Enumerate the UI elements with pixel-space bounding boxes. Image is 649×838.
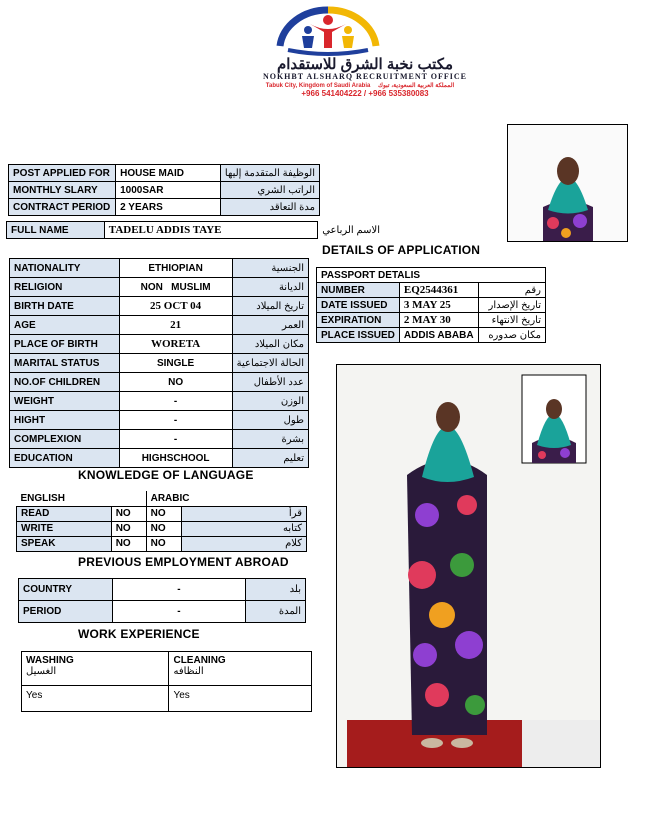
table-row xyxy=(317,283,546,298)
table-row xyxy=(10,392,309,411)
office-name-ar: مكتب نخبة الشرق للاستقدام xyxy=(276,56,454,73)
table-row xyxy=(22,686,312,712)
post-table xyxy=(8,164,320,216)
place-of-birth-label-ar: مكان الميلاد xyxy=(232,335,308,354)
table-row xyxy=(317,298,546,313)
salary-label-ar: الراتب الشري xyxy=(220,182,319,199)
location-en: Tabuk City, Kingdom of Saudi Arabia xyxy=(265,83,371,89)
contract-label-ar: مدة التعاقد xyxy=(220,199,319,216)
nationality-label-ar: الجنسية xyxy=(232,259,308,278)
salary-label: MONTHLY SLARY xyxy=(9,182,116,199)
write-label-ar: كتابه xyxy=(181,521,306,536)
washing-label-ar: الغسيل xyxy=(26,666,57,677)
office-phones: +966 541404222 / +966 535380083 xyxy=(301,89,429,98)
washing-label: WASHING xyxy=(26,655,74,666)
table-row xyxy=(10,411,309,430)
weight-label-ar: الوزن xyxy=(232,392,308,411)
education-value: HIGHSCHOOL xyxy=(119,449,232,468)
table-row xyxy=(19,579,306,601)
passport-number-value: EQ2544361 xyxy=(399,283,478,298)
country-value: - xyxy=(112,579,245,601)
table-row xyxy=(10,335,309,354)
table-row xyxy=(317,313,546,328)
birth-date-label: BIRTH DATE xyxy=(10,297,120,316)
read-label: READ xyxy=(17,506,112,521)
birth-date-value: 25 OCT 04 xyxy=(119,297,232,316)
cleaning-label-ar: النظافه xyxy=(173,666,204,677)
passport-issued-value: 3 MAY 25 xyxy=(399,298,478,313)
children-label-ar: عدد الأطفال xyxy=(232,373,308,392)
office-location xyxy=(210,82,510,89)
country-label: COUNTRY xyxy=(19,579,113,601)
table-row xyxy=(10,430,309,449)
passport-issued-label: DATE ISSUED xyxy=(317,298,400,313)
country-label-ar: بلد xyxy=(246,579,306,601)
washing-value: Yes xyxy=(22,686,169,712)
speak-label: SPEAK xyxy=(17,536,112,551)
language-heading: KNOWLEDGE OF LANGUAGE xyxy=(78,468,254,482)
office-name-en: NOKHBT ALSHARQ RECRUITMENT OFFICE xyxy=(262,72,468,81)
read-arabic: NO xyxy=(146,506,181,521)
full-name-label: FULL NAME xyxy=(7,222,105,239)
table-row xyxy=(9,165,320,182)
washing-cell xyxy=(22,652,169,686)
height-label: HIGHT xyxy=(10,411,120,430)
read-english: NO xyxy=(111,506,146,521)
language-arabic-header: ARABIC xyxy=(146,491,306,506)
age-label: AGE xyxy=(10,316,120,335)
work-table xyxy=(21,651,312,712)
birth-date-label-ar: تاريخ الميلاد xyxy=(232,297,308,316)
table-row xyxy=(19,601,306,623)
complexion-label: COMPLEXION xyxy=(10,430,120,449)
employment-table xyxy=(18,578,306,623)
table-row xyxy=(317,328,546,343)
speak-label-ar: كلام xyxy=(181,536,306,551)
language-english-header: ENGLISH xyxy=(17,491,147,506)
passport-issued-label-ar: تاريخ الإصدار xyxy=(478,298,545,313)
employment-heading: PREVIOUS EMPLOYMENT ABROAD xyxy=(78,555,289,569)
religion-label-ar: الديانة xyxy=(232,278,308,297)
post-label-ar: الوظيفة المتقدمة إليها xyxy=(220,165,319,182)
full-body-photo xyxy=(336,364,601,768)
complexion-value: - xyxy=(119,430,232,449)
period-value: - xyxy=(112,601,245,623)
place-of-birth-value: WORETA xyxy=(119,335,232,354)
contract-label: CONTRACT PERIOD xyxy=(9,199,116,216)
full-name-value: TADELU ADDIS TAYE xyxy=(104,222,317,239)
read-label-ar: قرأ xyxy=(181,506,306,521)
table-row xyxy=(17,491,307,506)
table-row xyxy=(17,521,307,536)
passport-place-label-ar: مكان صدوره xyxy=(478,328,545,343)
cleaning-cell xyxy=(169,652,312,686)
speak-arabic: NO xyxy=(146,536,181,551)
speak-english: NO xyxy=(111,536,146,551)
table-row xyxy=(10,297,309,316)
education-label-ar: تعليم xyxy=(232,449,308,468)
table-row xyxy=(10,449,309,468)
complexion-label-ar: بشرة xyxy=(232,430,308,449)
height-label-ar: طول xyxy=(232,411,308,430)
education-label: EDUCATION xyxy=(10,449,120,468)
salary-value: 1000SAR xyxy=(116,182,221,199)
location-ar: المملكة العربية السعودية، تبوك xyxy=(378,83,455,89)
write-english: NO xyxy=(111,521,146,536)
post-value: HOUSE MAID xyxy=(116,165,221,182)
passport-place-label: PLACE ISSUED xyxy=(317,328,400,343)
passport-expiration-label-ar: تاريخ الانتهاء xyxy=(478,313,545,328)
write-label: WRITE xyxy=(17,521,112,536)
passport-number-label: NUMBER xyxy=(317,283,400,298)
period-label-ar: المدة xyxy=(246,601,306,623)
cleaning-value: Yes xyxy=(169,686,312,712)
table-row xyxy=(7,222,385,239)
table-row xyxy=(22,652,312,686)
write-arabic: NO xyxy=(146,521,181,536)
language-table xyxy=(16,491,307,552)
passport-title: PASSPORT DETALIS xyxy=(317,268,546,283)
age-value: 21 xyxy=(119,316,232,335)
passport-expiration-label: EXPIRATION xyxy=(317,313,400,328)
marital-status-label: MARITAL STATUS xyxy=(10,354,120,373)
passport-number-label-ar: رقم xyxy=(478,283,545,298)
work-heading: WORK EXPERIENCE xyxy=(78,627,200,641)
table-row xyxy=(10,316,309,335)
cleaning-label: CLEANING xyxy=(173,655,226,666)
full-name-label-ar: الاسم الرباعي xyxy=(322,224,380,236)
religion-label: RELIGION xyxy=(10,278,120,297)
weight-value: - xyxy=(119,392,232,411)
children-value: NO xyxy=(119,373,232,392)
table-row xyxy=(9,199,320,216)
passport-expiration-value: 2 MAY 30 xyxy=(399,313,478,328)
portrait-image xyxy=(508,125,627,241)
post-label: POST APPLIED FOR xyxy=(9,165,116,182)
age-label-ar: العمر xyxy=(232,316,308,335)
height-value: - xyxy=(119,411,232,430)
table-row xyxy=(10,373,309,392)
table-row xyxy=(10,354,309,373)
portrait-photo xyxy=(507,124,628,242)
marital-status-value: SINGLE xyxy=(119,354,232,373)
table-row xyxy=(9,182,320,199)
passport-place-value: ADDIS ABABA xyxy=(399,328,478,343)
table-row xyxy=(17,506,307,521)
nationality-label: NATIONALITY xyxy=(10,259,120,278)
details-table xyxy=(9,258,309,468)
table-row xyxy=(317,268,546,283)
children-label: NO.OF CHILDREN xyxy=(10,373,120,392)
place-of-birth-label: PLACE OF BIRTH xyxy=(10,335,120,354)
weight-label: WEIGHT xyxy=(10,392,120,411)
religion-value: NON MUSLIM xyxy=(119,278,232,297)
contract-value: 2 YEARS xyxy=(116,199,221,216)
nationality-value: ETHIOPIAN xyxy=(119,259,232,278)
details-heading: DETAILS OF APPLICATION xyxy=(322,243,481,257)
marital-status-label-ar: الحالة الاجتماعية xyxy=(232,354,308,373)
full-body-image xyxy=(337,365,600,767)
people-circle-logo xyxy=(272,6,384,56)
table-row xyxy=(10,259,309,278)
passport-table xyxy=(316,267,546,343)
table-row xyxy=(10,278,309,297)
period-label: PERIOD xyxy=(19,601,113,623)
full-name-table xyxy=(6,221,384,239)
table-row xyxy=(17,536,307,551)
